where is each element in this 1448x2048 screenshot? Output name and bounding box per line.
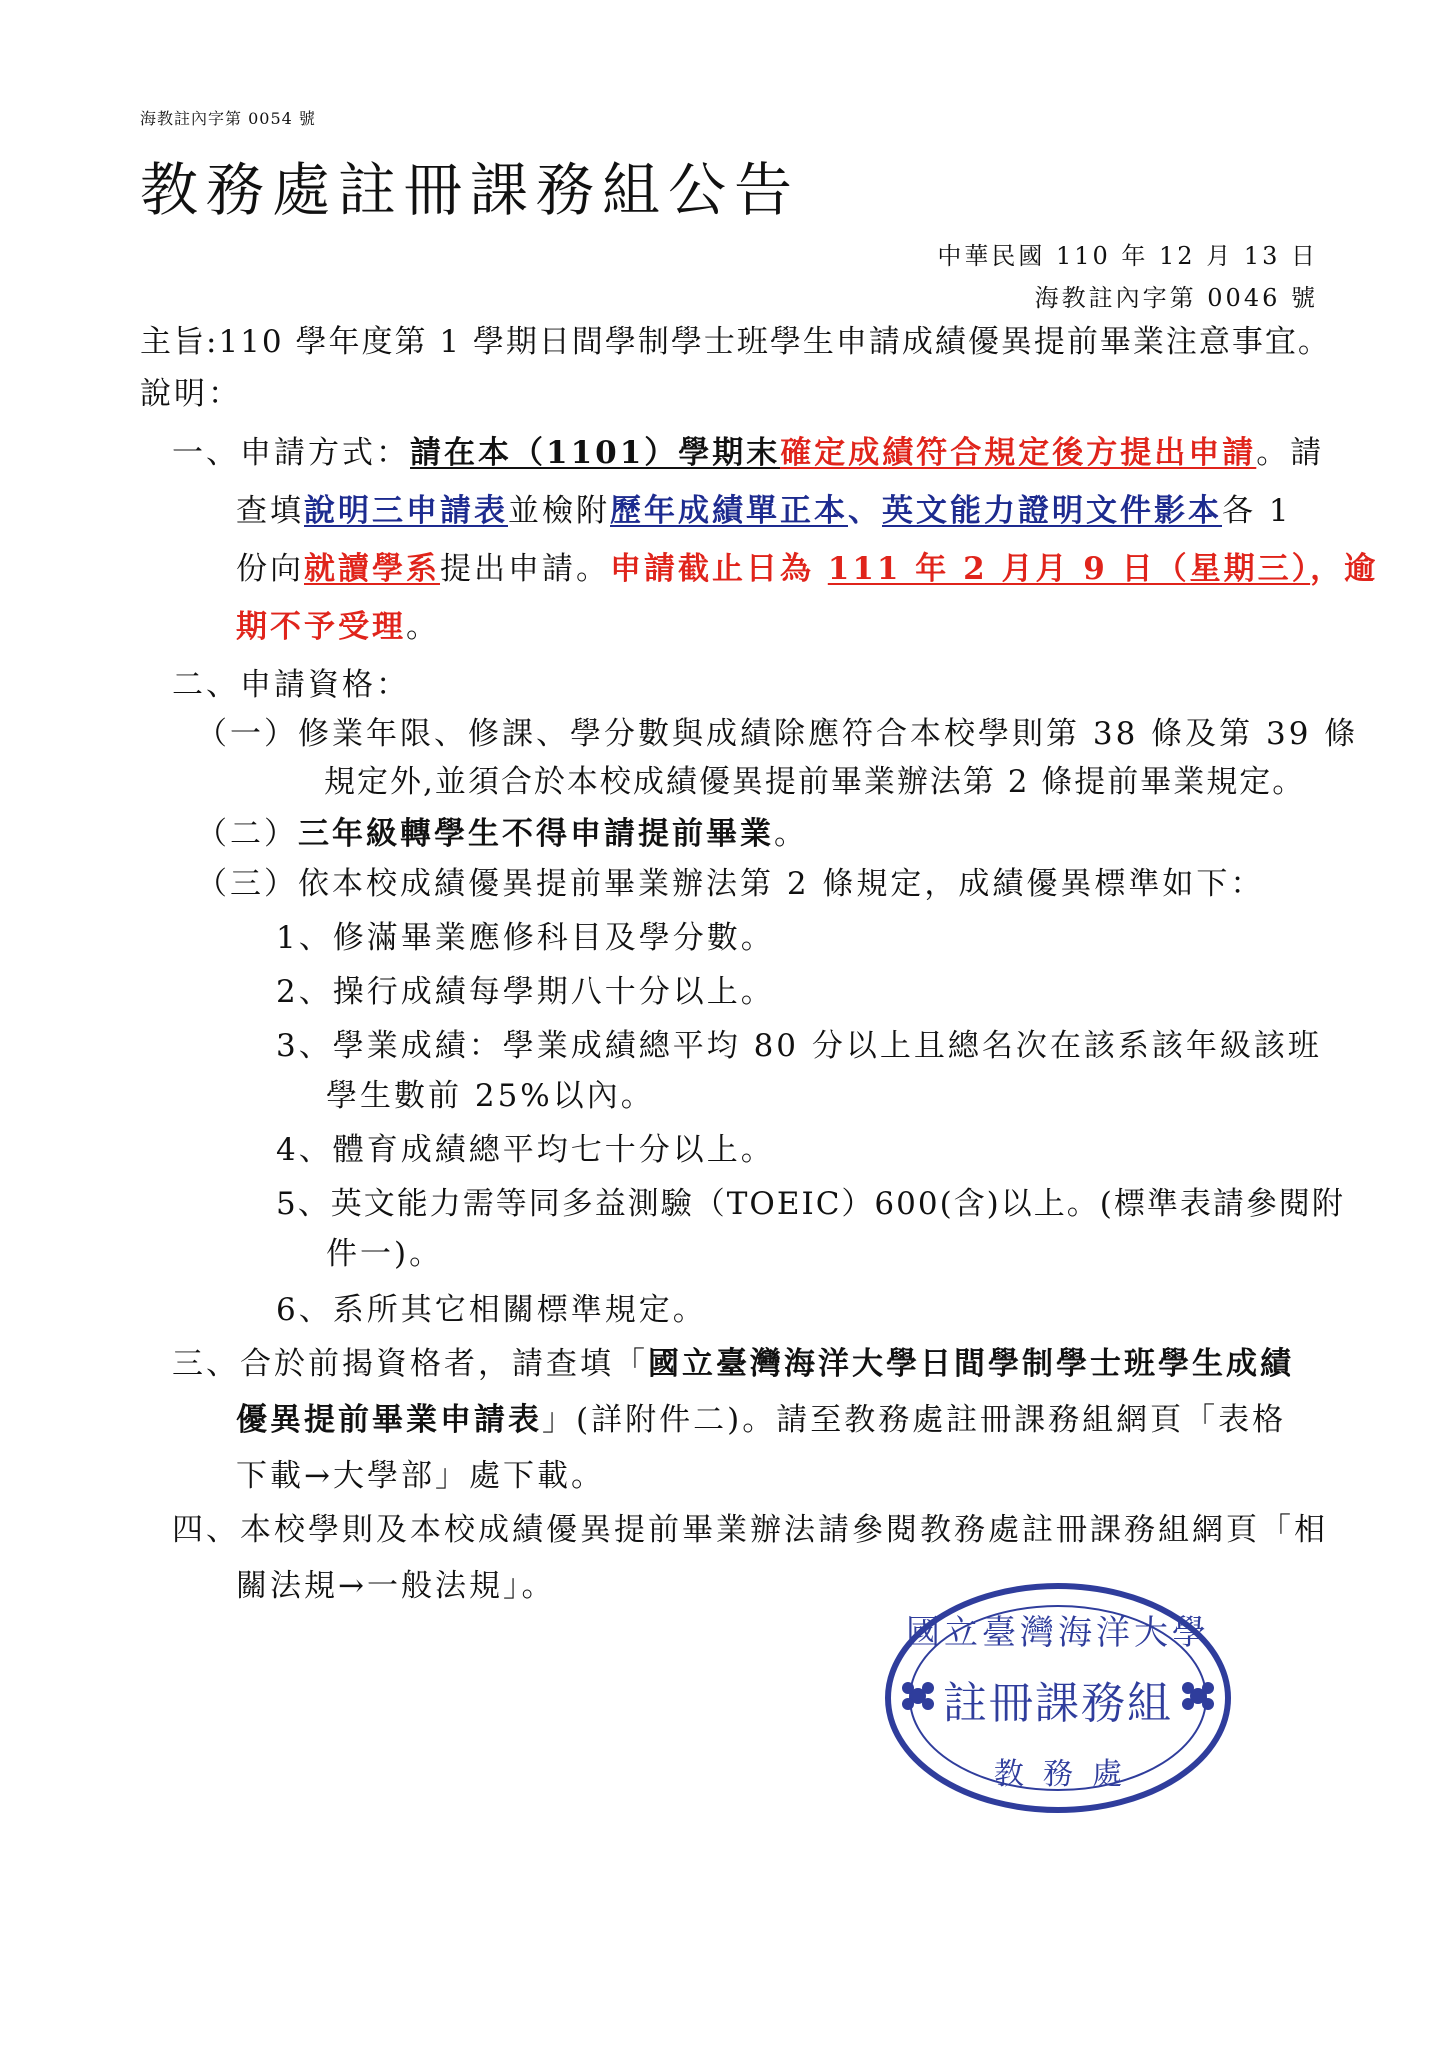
section-1-text: 、 bbox=[848, 493, 882, 529]
section-1-text: 各 1 bbox=[1222, 493, 1292, 529]
reference-number-top: 海教註內字第 0054 號 bbox=[140, 109, 316, 128]
explanation-label: 說明： bbox=[140, 376, 242, 412]
issue-date: 中華民國 110 年 12 月 13 日 bbox=[937, 242, 1318, 270]
section-1-deadline-date: 111 年 2 月月 9 日（星期三） bbox=[827, 551, 1311, 587]
section-1-line-3 bbox=[236, 547, 1378, 591]
section-2-heading: 二、申請資格： bbox=[172, 667, 410, 703]
section-1-text: 。請 bbox=[1256, 435, 1325, 471]
section-3-lead: 三、合於前揭資格者，請查填「 bbox=[172, 1346, 648, 1382]
section-1-line-4 bbox=[236, 605, 440, 649]
section-2-item-b-end: 。 bbox=[774, 816, 808, 852]
page-title: 教務處註冊課務組公告 bbox=[140, 156, 801, 224]
subject-line: 主旨:110 學年度第 1 學期日間學制學士班學生申請成績優異提前畢業注意事宜。 bbox=[140, 324, 1331, 360]
section-4-line-2: 關法規→一般法規」。 bbox=[236, 1568, 556, 1604]
section-1-text: 提出申請。 bbox=[440, 551, 610, 587]
application-form-name-cont: 優異提前畢業申請表 bbox=[236, 1402, 542, 1438]
criteria-item-1: 1、修滿畢業應修科目及學分數。 bbox=[276, 920, 775, 956]
section-1-text: 份向 bbox=[236, 551, 304, 587]
criteria-item-5: 5、英文能力需等同多益測驗（TOEIC）600(含)以上。(標準表請參閱附 bbox=[276, 1186, 1345, 1222]
stamp-center-text: 註冊課務組 bbox=[943, 1678, 1173, 1729]
criteria-item-3-cont: 學生數前 25%以內。 bbox=[326, 1078, 655, 1114]
criteria-item-3: 3、學業成績：學業成績總平均 80 分以上且總名次在該系該年級該班 bbox=[276, 1028, 1322, 1064]
section-1-text: 並檢附 bbox=[508, 493, 610, 529]
stamp-plum-blossom-icon bbox=[902, 1682, 934, 1710]
document-number: 海教註內字第 0046 號 bbox=[1034, 284, 1318, 312]
criteria-item-5-cont: 件一)。 bbox=[326, 1236, 444, 1272]
section-2-item-b bbox=[196, 812, 808, 856]
section-3-line-3: 下載→大學部」處下載。 bbox=[236, 1458, 605, 1494]
section-3-line-2 bbox=[236, 1398, 1286, 1442]
section-1-text: 。 bbox=[406, 609, 440, 645]
stamp-arc-text: 國立臺灣海洋大學 bbox=[906, 1613, 1210, 1653]
section-1-confirm-grades: 確定成績符合規定後方提出申請 bbox=[780, 435, 1257, 471]
section-1-deadline-label: 申請截止日為 bbox=[610, 551, 828, 587]
transfer-student-restriction: 三年級轉學生不得申請提前畢業 bbox=[298, 816, 774, 852]
application-form-name: 國立臺灣海洋大學日間學制學士班學生成績 bbox=[648, 1346, 1294, 1382]
section-1-application-form: 說明三申請表 bbox=[304, 493, 508, 529]
section-1-line-1 bbox=[172, 431, 1324, 475]
section-1-semester-note: 請在本（1101）學期末 bbox=[410, 435, 781, 471]
section-1-text: 查填 bbox=[236, 493, 304, 529]
section-2-item-c: （三）依本校成績優異提前畢業辦法第 2 條規定，成績優異標準如下： bbox=[196, 866, 1265, 902]
section-1-department: 就讀學系 bbox=[304, 551, 440, 587]
section-1-late-note: 期不予受理 bbox=[236, 609, 406, 645]
section-1-lead: 一、申請方式： bbox=[172, 435, 410, 471]
section-2-item-a-line-2: 規定外,並須合於本校成績優異提前畢業辦法第 2 條提前畢業規定。 bbox=[324, 764, 1306, 800]
section-1-late-note: ，逾 bbox=[1310, 551, 1379, 587]
section-1-line-2 bbox=[236, 489, 1292, 533]
section-1-english-proof: 英文能力證明文件影本 bbox=[882, 493, 1222, 529]
official-stamp bbox=[878, 1578, 1238, 1818]
criteria-item-6: 6、系所其它相關標準規定。 bbox=[276, 1292, 707, 1328]
section-1-transcript: 歷年成績單正本 bbox=[610, 493, 848, 529]
section-2-item-b-lead: （二） bbox=[196, 816, 298, 852]
section-4-line-1: 四、本校學則及本校成績優異提前畢業辦法請參閱教務處註冊課務組網頁「相 bbox=[172, 1512, 1328, 1548]
criteria-item-4: 4、體育成績總平均七十分以上。 bbox=[276, 1132, 775, 1168]
section-3-line-1 bbox=[172, 1342, 1294, 1386]
section-3-text: 」(詳附件二)。請至教務處註冊課務組網頁「表格 bbox=[542, 1402, 1287, 1438]
criteria-item-2: 2、操行成績每學期八十分以上。 bbox=[276, 974, 775, 1010]
section-2-item-a-line-1: （一）修業年限、修課、學分數與成績除應符合本校學則第 38 條及第 39 條 bbox=[196, 716, 1359, 752]
stamp-plum-blossom-icon bbox=[1182, 1682, 1214, 1710]
stamp-bottom-text: 教 務 處 bbox=[993, 1757, 1123, 1792]
